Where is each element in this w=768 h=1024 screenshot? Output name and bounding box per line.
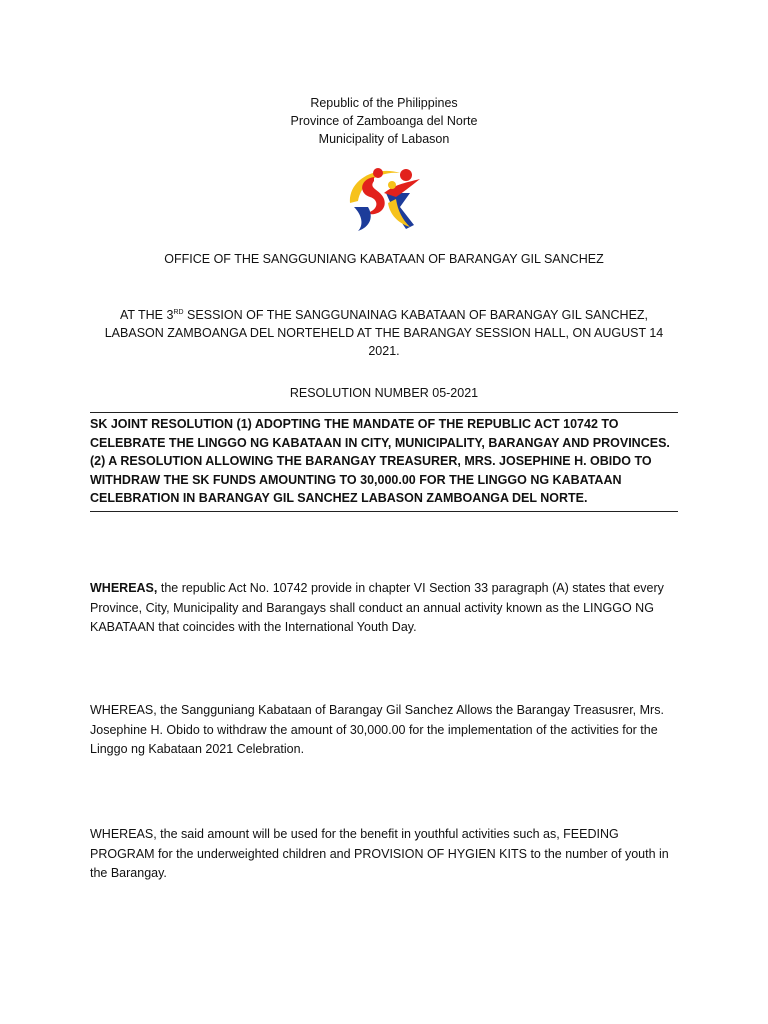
sk-logo-graphic: [344, 163, 422, 233]
whereas-paragraph-2: WHEREAS, the Sangguniang Kabataan of Barangay Gil Sanchez Allows the Barangay Treasusrer, Mrs. Josephine H. Obido to withdraw the amount of 30,000.00 for the implementation of the activities for the Linggo ng Kabataan 2021 Celebration.: [90, 703, 664, 757]
sk-logo: [344, 163, 422, 233]
session-statement: [90, 306, 678, 360]
document-header: [0, 94, 768, 148]
logo-blue-k: [354, 207, 371, 231]
session-ordinal-suffix: RD: [173, 308, 184, 316]
logo-blue-k-arm: [386, 193, 414, 229]
whereas-text-1: the republic Act No. 10742 provide in chapter VI Section 33 paragraph (A) states that every Province, City, Municipality and Barangays shall conduct an annual activity known as the LINGGO NG KABATAAN that coincides with the International Youth Day.: [90, 581, 664, 635]
logo-red-head-right: [400, 169, 412, 181]
session-prefix: AT THE 3: [119, 308, 174, 322]
logo-red-head-left: [373, 168, 383, 178]
whereas-paragraph-1: [90, 579, 680, 638]
session-text: SESSION OF THE SANGGUNAINAG KABATAAN OF BARANGAY GIL SANCHEZ, LABASON ZAMBOANGA DEL NORTEHELD AT THE BARANGAY SESSION HALL, ON AUGUST 14 2021.: [104, 308, 664, 358]
resolution-title: SK JOINT RESOLUTION (1) ADOPTING THE MANDATE OF THE REPUBLIC ACT 10742 TO CELEBRATE THE LINGGO NG KABATAAN IN CITY, MUNICIPALITY, BARANGAY AND PROVINCES. (2) A RESOLUTION ALLOWING THE BARANGAY TREASURER, MRS. JOSEPHINE H. OBIDO TO WITHDRAW THE SK FUNDS AMOUNTING TO 30,000.00 FOR THE LINGGO NG KABATAAN CELEBRATION IN BARANGAY GIL SANCHEZ LABASON ZAMBOANGA DEL NORTE.: [90, 412, 678, 512]
header-province: Province of Zamboanga del Norte: [290, 114, 478, 128]
office-title: OFFICE OF THE SANGGUNIANG KABATAAN OF BARANGAY GIL SANCHEZ: [164, 252, 604, 266]
header-country: Republic of the Philippines: [310, 96, 458, 110]
logo-yellow-head: [388, 181, 396, 189]
whereas-lead: WHEREAS,: [90, 581, 158, 595]
whereas-paragraph-3: WHEREAS, the said amount will be used for the benefit in youthful activities such as, FEEDING PROGRAM for the underweighted children and PROVISION OF HYGIEN KITS to the number of youth in the Barangay.: [90, 827, 669, 881]
header-municipality: Municipality of Labason: [318, 132, 450, 146]
resolution-number: RESOLUTION NUMBER 05-2021: [289, 386, 479, 400]
